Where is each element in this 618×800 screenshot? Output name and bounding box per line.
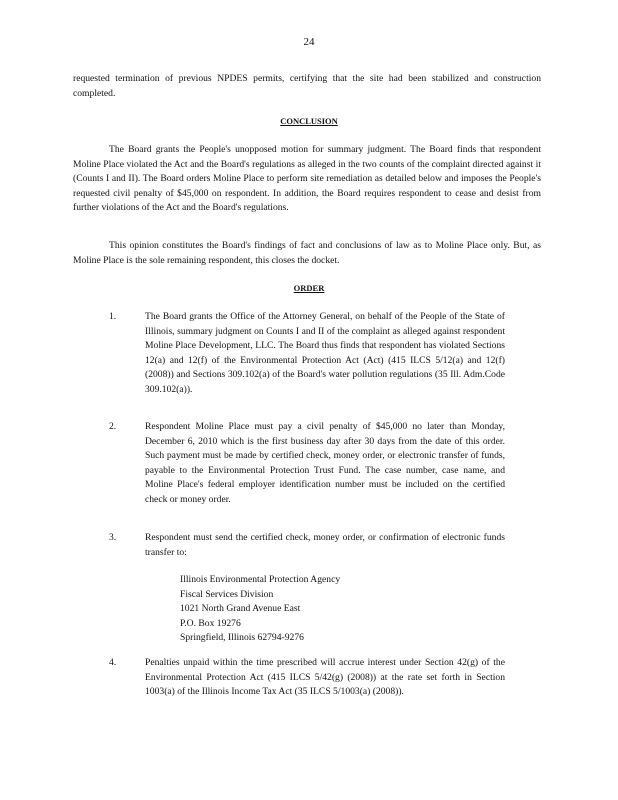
order-item-text: The Board grants the Office of the Attorney General, on behalf of the People of the State of Illinois, summary judgment on Counts I and II of the complaint as alleged against respondent Moline Place Development, LLC. The Board thus finds that respondent has violated Sections 12(a) and 12(f) of the Environmental Protection Act (Act) (415 ILCS 5/12(a) and 12(f) (2008)) and Sections 309.102(a) of the Board's water pollution regulations (35 Ill. Adm.Code 309.102(a)). — [145, 311, 505, 395]
order-item-number: 1. — [109, 311, 117, 322]
conclusion-paragraph-2: This opinion constitutes the Board's findings of fact and conclusions of law as to Moline Place only. But, as Moline Place is the sole remaining respondent, this closes the docket. — [73, 240, 541, 266]
conclusion-paragraph-1: The Board grants the People's unopposed motion for summary judgment. The Board finds that respondent Moline Place violated the Act and the Board's regulations as alleged in the two counts of the complaint directed against it (Counts I and II). The Board orders Moline Place to perform site remediation as detailed below and imposes the People's requested civil penalty of $45,000 on respondent. In addition, the Board requires respondent to cease and desist from further violations of the Act and the Board's regulations. — [73, 144, 541, 213]
order-heading — [0, 283, 618, 293]
conclusion-heading-text: CONCLUSION — [280, 116, 338, 126]
address-line: P.O. Box 19276 — [180, 617, 241, 629]
address-line: Illinois Environmental Protection Agency — [180, 574, 341, 585]
mailing-address — [180, 573, 340, 646]
address-line: 1021 North Grand Avenue East — [180, 603, 301, 614]
order-item-text: Respondent must send the certified check, money order, or confirmation of electronic funds transfer to: — [145, 532, 505, 558]
order-item-text: Respondent Moline Place must pay a civil penalty of $45,000 no later than Monday, December 6, 2010 which is the first business day after 30 days from the date of this order. Such payment must be made by certified check, money order, or electronic transfer of funds, payable to the Environmental Protection Trust Fund. The case number, case name, and Moline Place's federal employer identification number must be included on the certified check or money order. — [145, 421, 505, 505]
order-heading-text: ORDER — [293, 283, 325, 293]
address-line: Springfield, Illinois 62794-9276 — [180, 632, 304, 643]
order-item-number: 2. — [109, 421, 117, 432]
order-item-number: 4. — [109, 657, 117, 668]
order-item-text: Penalties unpaid within the time prescribed will accrue interest under Section 42(g) of the Environmental Protection Act (415 ILCS 5/42(g) (2008)) at the rate set forth in Section 1003(a) of the Illinois Income Tax Act (35 ILCS 5/1003(a) (2008)). — [145, 657, 505, 697]
page-number: 24 — [303, 36, 315, 48]
address-line: Fiscal Services Division — [180, 588, 274, 600]
intro-paragraph: requested termination of previous NPDES permits, certifying that the site had been stabilized and construction completed. — [73, 73, 541, 99]
conclusion-heading — [0, 116, 618, 126]
order-item-number: 3. — [109, 532, 117, 543]
